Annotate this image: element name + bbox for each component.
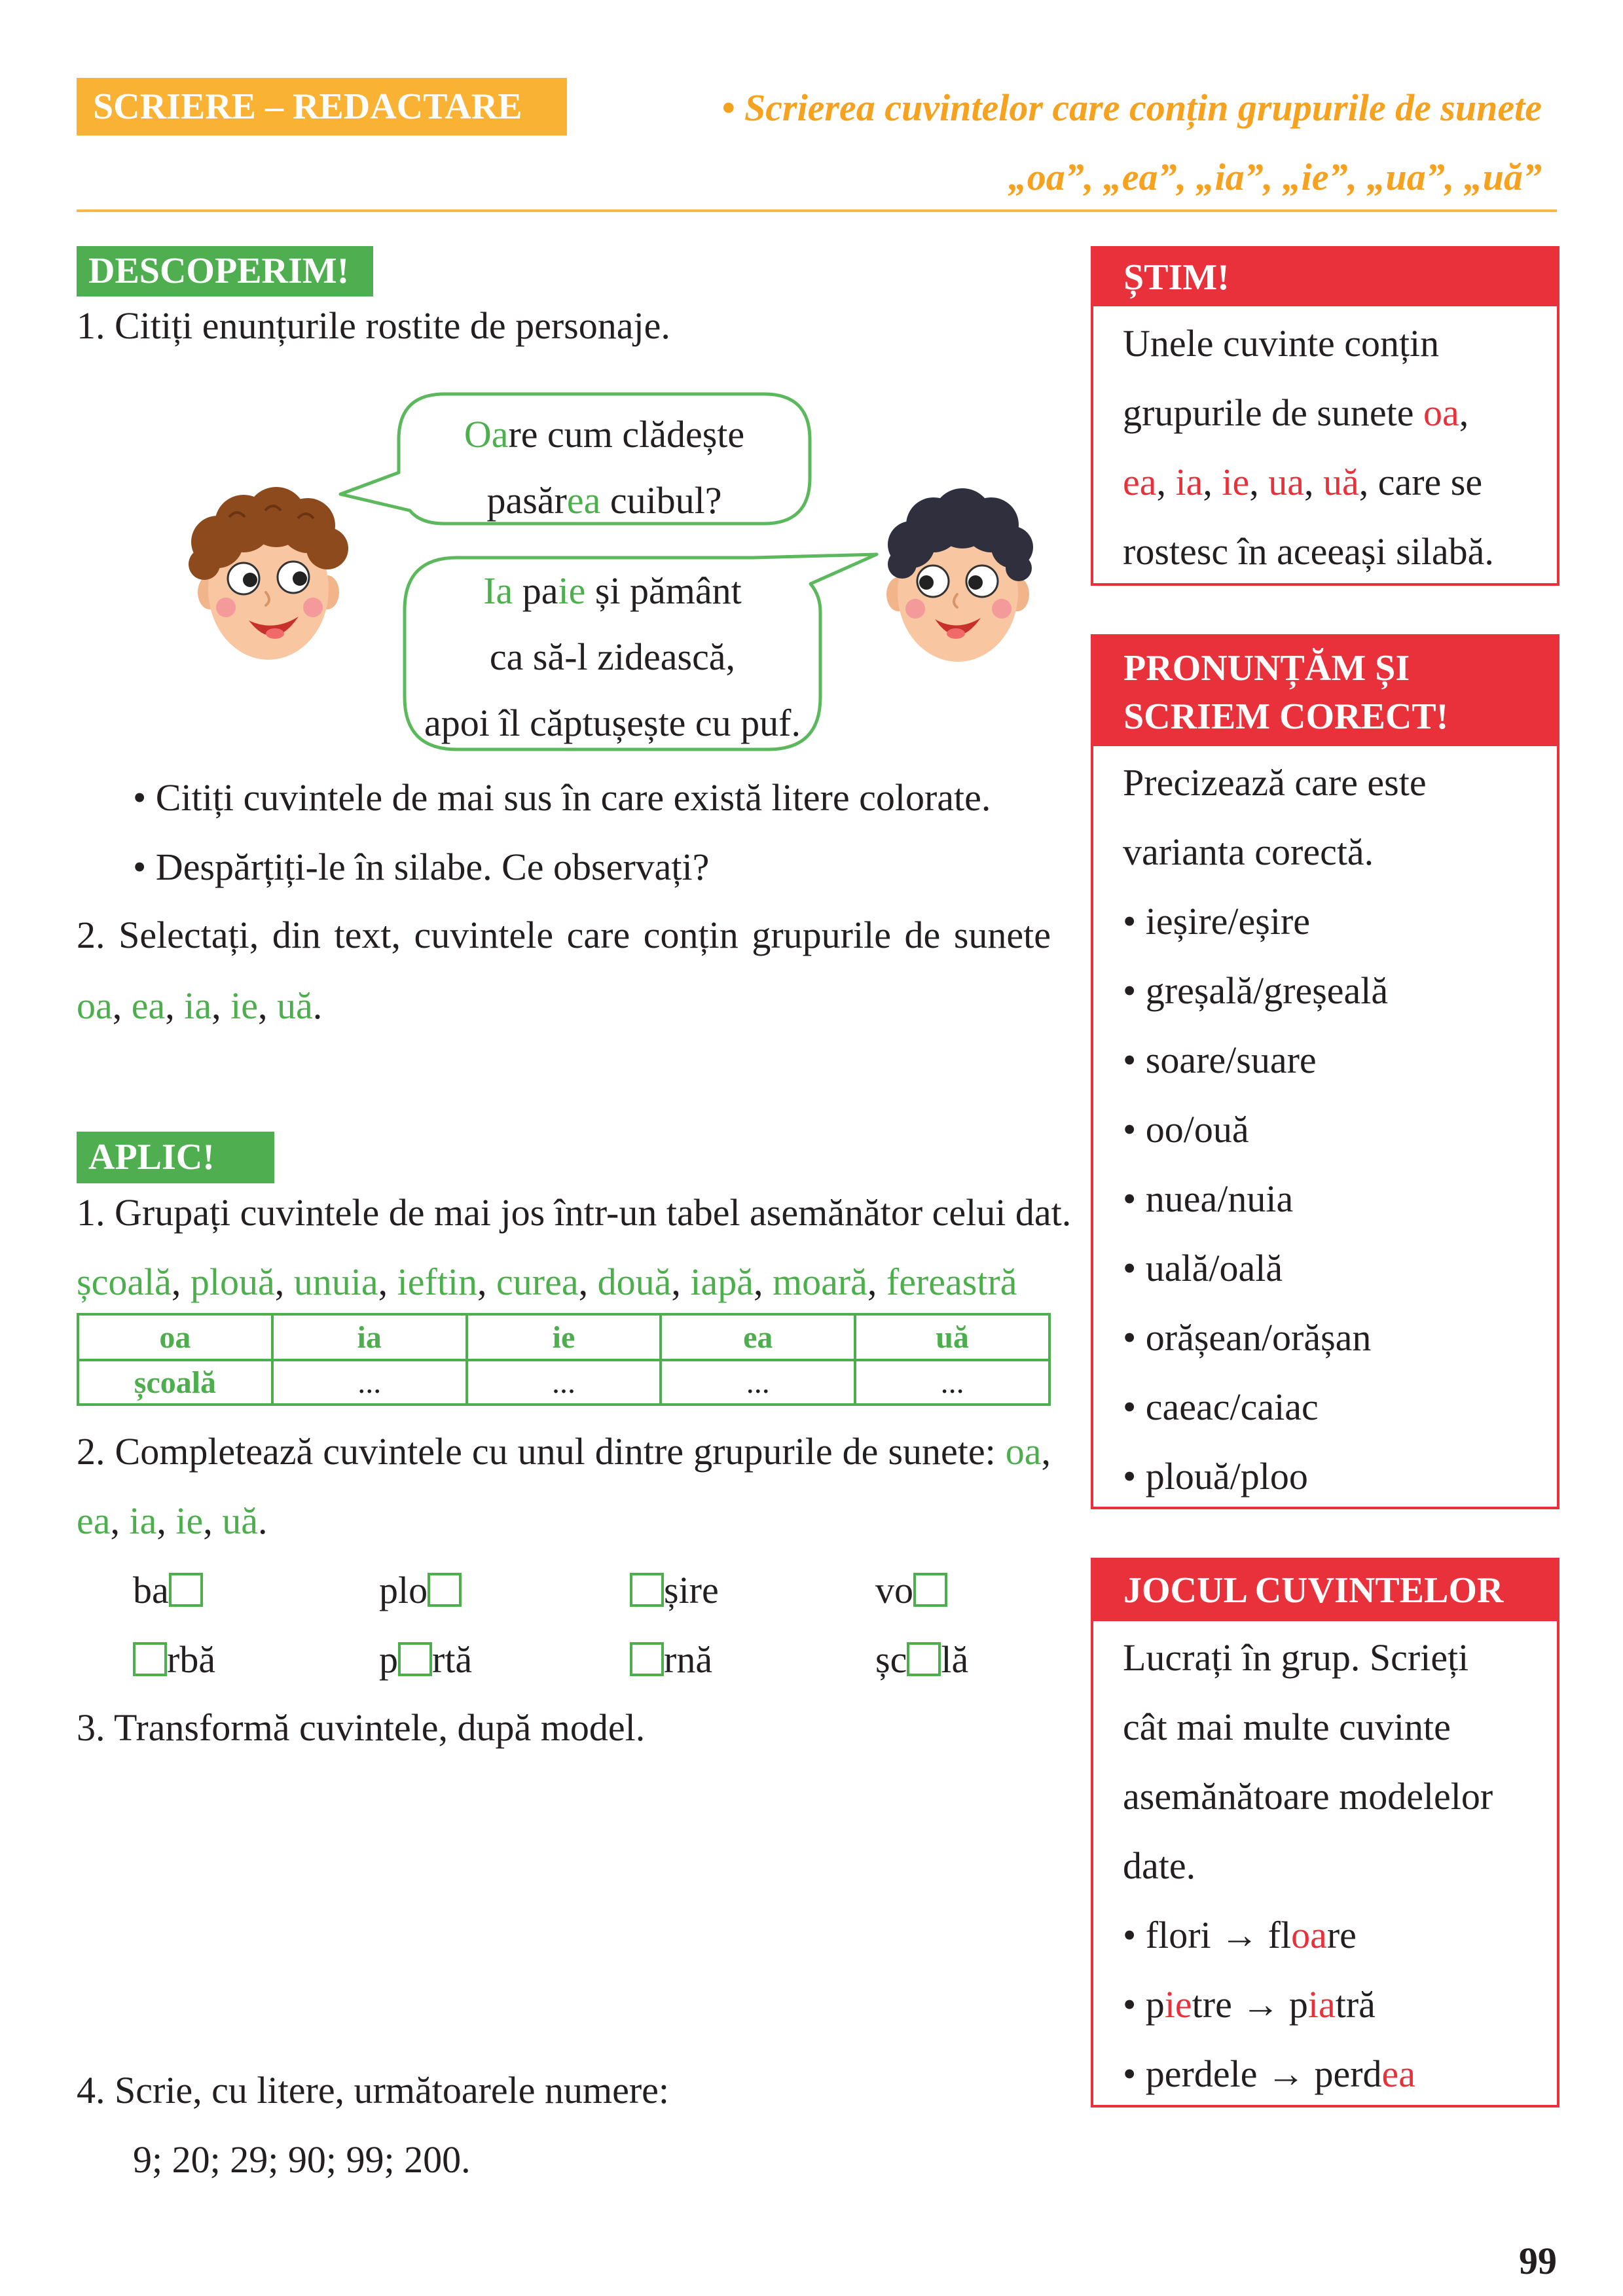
word-part: p <box>379 1638 398 1681</box>
speech-bubble-2-text <box>405 558 820 756</box>
blank-box[interactable] <box>913 1573 947 1607</box>
word-list <box>77 1247 1017 1317</box>
joc-title: JOCUL CUVINTELOR <box>1093 1560 1557 1621</box>
box-text-line: asemănătoare modelelor <box>1123 1775 1493 1818</box>
word-part: vo <box>875 1569 913 1611</box>
highlighted-text: ia <box>1307 1983 1336 2026</box>
text-segment: . <box>312 984 323 1027</box>
exercise-instruction: 1. Citiți enunțurile rostite de personaje. <box>77 304 670 347</box>
lesson-subtitle-line: • Scrierea cuvintelor care conțin grupurile de sunete <box>721 86 1542 129</box>
highlighted-text: moară <box>772 1261 867 1303</box>
text-segment: apoi îl căptușește cu puf. <box>424 702 801 744</box>
text-segment: pasăr <box>486 479 567 522</box>
word-part: plo <box>379 1569 428 1611</box>
highlighted-text: uă <box>222 1499 258 1542</box>
fill-in-word <box>133 1625 215 1695</box>
text-segment: , <box>378 1261 397 1303</box>
text-segment: , <box>171 1261 191 1303</box>
box-text-line <box>1123 309 1557 378</box>
text-segment: ca să-l zidească, <box>489 636 736 678</box>
highlighted-text: unuia <box>293 1261 378 1303</box>
bullet-instruction: • Citiți cuvintele de mai sus în care există litere colorate. <box>133 776 991 819</box>
highlighted-text: ea <box>566 479 601 522</box>
lesson-subtitle-line: „oa”, „ea”, „ia”, „ie”, „ua”, „uă” <box>1008 156 1542 198</box>
box-text-line: Precizează care este <box>1123 761 1427 804</box>
fill-in-word <box>630 1625 712 1695</box>
descoperim-label: DESCOPERIM! <box>77 246 373 296</box>
highlighted-text: curea <box>496 1261 579 1303</box>
header-divider <box>77 209 1557 212</box>
highlighted-text: ie <box>1222 461 1250 503</box>
text-segment: • flori → fl <box>1123 1914 1292 1956</box>
text-segment: , <box>1156 461 1176 503</box>
highlighted-text: ia <box>1175 461 1203 503</box>
text-segment: , <box>211 984 231 1027</box>
box-text-line <box>1123 448 1557 517</box>
blank-box[interactable] <box>169 1573 203 1607</box>
table-cell[interactable]: ... <box>661 1360 855 1405</box>
list-item: • oo/ouă <box>1123 1108 1249 1151</box>
highlighted-text: ie <box>175 1499 204 1542</box>
highlighted-text: ea <box>77 1499 111 1542</box>
list-item: • greșală/greșeală <box>1123 969 1389 1012</box>
text-segment: pa <box>513 569 558 612</box>
text-segment: , <box>110 1499 130 1542</box>
sound-groups-list <box>77 971 322 1041</box>
text-segment: , <box>257 984 277 1027</box>
list-item: • soare/suare <box>1123 1039 1317 1081</box>
stim-title: ȘTIM! <box>1093 249 1557 306</box>
sound-groups-list <box>77 1486 267 1556</box>
stim-body <box>1093 306 1557 586</box>
list-item: • caeac/caiac <box>1123 1386 1319 1428</box>
text-segment: , <box>753 1261 773 1303</box>
table-header-cell: ia <box>272 1314 467 1360</box>
highlighted-text: ea <box>1123 461 1157 503</box>
joc-box <box>1091 1558 1559 2108</box>
fill-in-word <box>875 1556 947 1625</box>
highlighted-text: ia <box>184 984 212 1027</box>
bubble-line <box>405 624 820 690</box>
highlighted-text: ua <box>1268 461 1304 503</box>
boy-face-right <box>886 488 1033 662</box>
blank-box[interactable] <box>630 1642 664 1676</box>
bubble-line <box>405 690 820 756</box>
list-item: • nuea/nuia <box>1123 1177 1294 1220</box>
text-segment: , <box>477 1261 497 1303</box>
list-item: • orășean/orășan <box>1123 1316 1372 1359</box>
box-text-line: cât mai multe cuvinte <box>1123 1706 1451 1748</box>
word-part: lă <box>941 1638 969 1681</box>
fill-in-word <box>379 1556 462 1625</box>
box-text-line <box>1123 378 1557 448</box>
highlighted-text: oa <box>1005 1430 1042 1473</box>
fill-in-word <box>379 1625 472 1695</box>
highlighted-text: Oa <box>464 413 509 456</box>
highlighted-text: oa <box>77 984 113 1027</box>
table-header-cell: ie <box>467 1314 661 1360</box>
highlighted-text: plouă <box>190 1261 275 1303</box>
table-header-cell: oa <box>78 1314 272 1360</box>
text-segment: , <box>112 984 132 1027</box>
text-segment: , <box>165 984 185 1027</box>
highlighted-text: ie <box>558 569 586 612</box>
highlighted-text: școală <box>77 1261 172 1303</box>
list-item <box>1123 1970 1557 2039</box>
blank-box[interactable] <box>630 1573 664 1607</box>
pronuntam-box <box>1091 634 1559 1509</box>
box-text-line <box>1123 517 1557 586</box>
table-cell[interactable]: ... <box>855 1360 1049 1405</box>
box-title-line: PRONUNȚĂM ȘI <box>1123 648 1410 689</box>
text-segment: , <box>1249 461 1269 503</box>
word-part: ba <box>133 1569 169 1611</box>
pronuntam-title <box>1093 637 1557 746</box>
list-item <box>1123 2039 1557 2109</box>
text-segment: și pământ <box>585 569 742 612</box>
speech-bubble-1-text <box>399 401 810 533</box>
word-groups-table <box>77 1313 1051 1406</box>
text-segment: Unele cuvinte conțin <box>1123 322 1440 365</box>
text-segment: tre → p <box>1192 1983 1308 2026</box>
highlighted-text: două <box>597 1261 672 1303</box>
box-text-line: date. <box>1123 1844 1196 1887</box>
highlighted-text: fereastră <box>886 1261 1017 1303</box>
word-part: șire <box>664 1569 719 1611</box>
text-segment: , <box>274 1261 294 1303</box>
highlighted-text: oa <box>1291 1914 1327 1956</box>
highlighted-text: iapă <box>690 1261 754 1303</box>
bubble-line <box>405 558 820 624</box>
table-row <box>78 1360 1049 1405</box>
text-segment: , <box>1304 461 1323 503</box>
list-item: • plouă/ploo <box>1123 1455 1308 1498</box>
text-segment: , <box>867 1261 886 1303</box>
numbers-list: 9; 20; 29; 90; 99; 200. <box>133 2138 471 2181</box>
text-segment: , care se <box>1359 461 1483 503</box>
highlighted-text: ia <box>129 1499 157 1542</box>
text-segment: , <box>156 1499 176 1542</box>
highlighted-text: ie <box>1164 1983 1192 2026</box>
aplic-label: APLIC! <box>77 1132 274 1183</box>
pronuntam-body <box>1093 746 1557 1511</box>
word-part: rnă <box>664 1638 713 1681</box>
blank-box[interactable] <box>428 1573 462 1607</box>
highlighted-text: ea <box>131 984 166 1027</box>
stim-box <box>1091 246 1559 586</box>
exercise-instruction <box>77 1417 1051 1486</box>
list-item: • uală/oală <box>1123 1247 1283 1289</box>
list-item <box>1123 1901 1557 1970</box>
word-part: rtă <box>432 1638 473 1681</box>
exercise-instruction: 1. Grupați cuvintele de mai jos într-un tabel asemănător celui dat. <box>77 1191 1072 1234</box>
lesson-subtitle <box>721 73 1542 212</box>
fill-in-word <box>875 1625 968 1695</box>
highlighted-text: ea <box>1381 2053 1416 2095</box>
page-number: 99 <box>1519 2240 1557 2282</box>
text-segment: , <box>1459 391 1469 434</box>
highlighted-text: oa <box>1423 391 1459 434</box>
highlighted-text: ieftin <box>397 1261 478 1303</box>
text-segment: rostesc în aceeași silabă. <box>1123 530 1494 573</box>
text-segment: • perdele → perd <box>1123 2053 1382 2095</box>
text-segment: tră <box>1335 1983 1376 2026</box>
highlighted-text: uă <box>276 984 313 1027</box>
table-header-row <box>78 1314 1049 1360</box>
list-item: • ieșire/eșire <box>1123 900 1311 942</box>
highlighted-text: Ia <box>483 569 513 612</box>
text-segment: , <box>578 1261 598 1303</box>
table-cell[interactable]: ... <box>467 1360 661 1405</box>
text-segment: re cum clădește <box>508 413 745 456</box>
box-text-line: Lucrați în grup. Scrieți <box>1123 1636 1469 1679</box>
table-header-cell: uă <box>855 1314 1049 1360</box>
table-cell[interactable]: ... <box>272 1360 467 1405</box>
joc-body <box>1093 1621 1557 2109</box>
bullet-instruction: • Despărțiți-le în silabe. Ce observați? <box>133 846 710 888</box>
table-cell: școală <box>78 1360 272 1405</box>
fill-in-word <box>133 1556 203 1625</box>
text-segment: grupurile de sunete <box>1123 391 1424 434</box>
text-segment: 2. Completează cuvintele cu unul dintre grupurile de sunete: <box>77 1430 1006 1473</box>
text-segment: cuibul? <box>600 479 722 522</box>
bubble-line <box>399 401 810 467</box>
box-text-line: varianta corectă. <box>1123 831 1374 873</box>
highlighted-text: uă <box>1322 461 1359 503</box>
fill-in-word <box>630 1556 719 1625</box>
text-segment: . <box>257 1499 268 1542</box>
word-part: șc <box>875 1638 907 1681</box>
section-label: SCRIERE – REDACTARE <box>77 78 567 135</box>
text-segment: , <box>671 1261 691 1303</box>
table-header-cell: ea <box>661 1314 855 1360</box>
text-segment: , <box>1203 461 1222 503</box>
text-segment: , <box>1041 1430 1051 1473</box>
blank-box[interactable] <box>133 1642 167 1676</box>
text-segment: • p <box>1123 1983 1165 2026</box>
boy-face-left <box>189 487 348 660</box>
box-title-line: SCRIEM CORECT! <box>1123 696 1449 737</box>
bubble-line <box>399 467 810 533</box>
word-part: rbă <box>167 1638 216 1681</box>
highlighted-text: ie <box>230 984 258 1027</box>
exercise-instruction: 4. Scrie, cu litere, următoarele numere: <box>77 2069 670 2111</box>
exercise-instruction: 3. Transformă cuvintele, după model. <box>77 1706 646 1749</box>
text-segment: re <box>1326 1914 1357 1956</box>
text-segment: , <box>203 1499 223 1542</box>
exercise-instruction: 2. Selectați, din text, cuvintele care conțin grupurile de sunete <box>77 914 1051 956</box>
blank-box[interactable] <box>907 1642 941 1676</box>
blank-box[interactable] <box>398 1642 432 1676</box>
